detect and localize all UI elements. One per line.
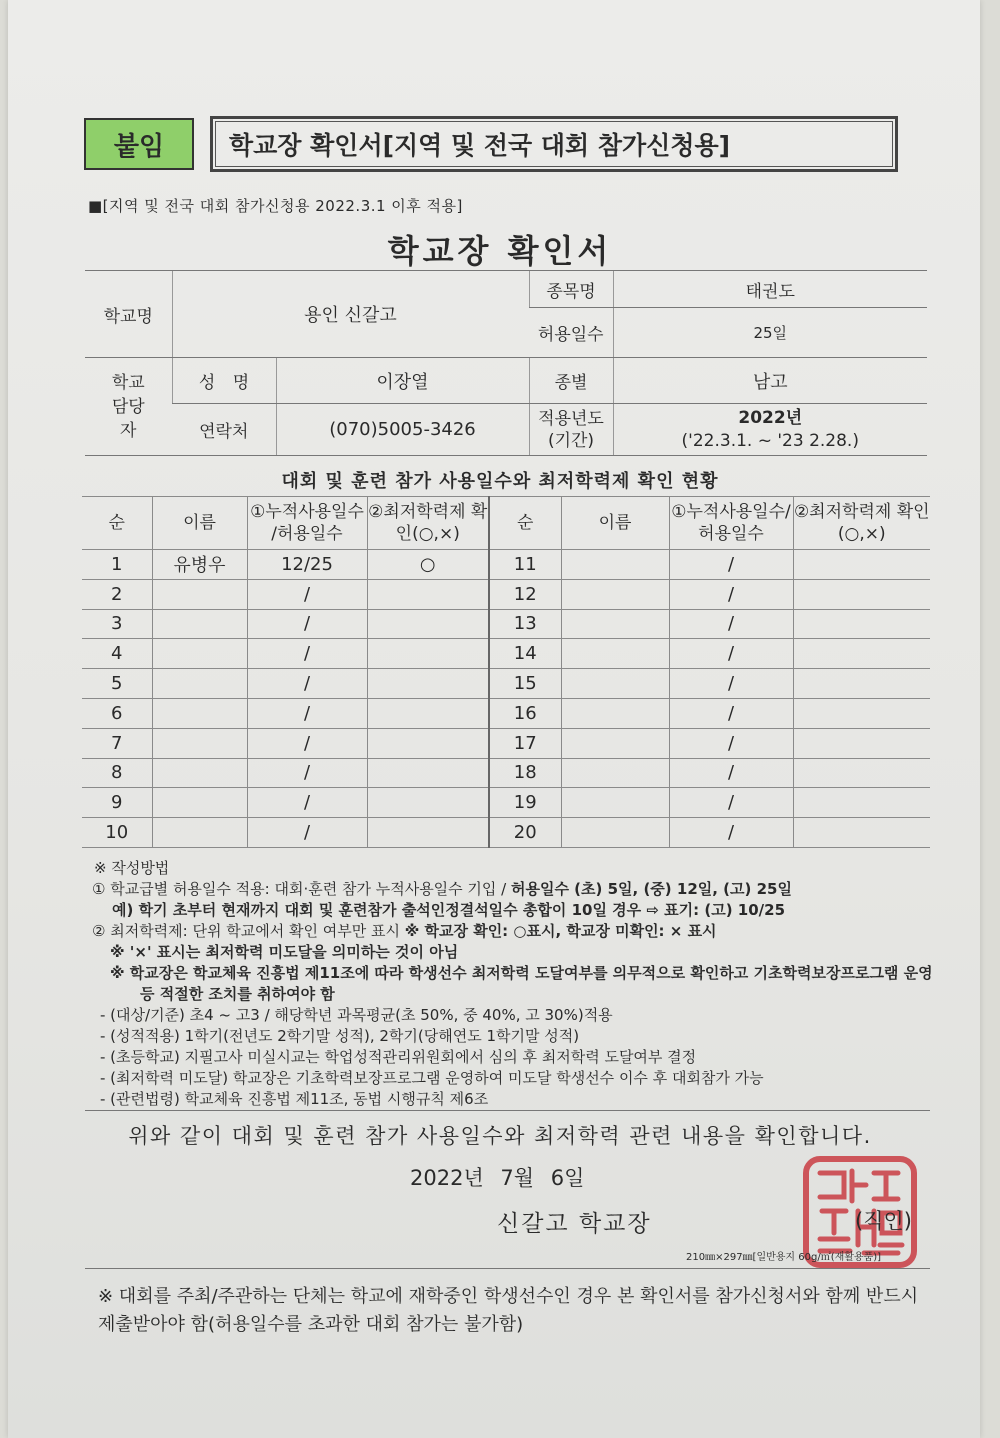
col-header: 이름	[152, 497, 247, 550]
table-row	[82, 758, 930, 788]
type-label: 종별	[529, 358, 613, 404]
name-value: 이장열	[276, 358, 529, 404]
col-header: ②최저학력제 확인(○,×)	[367, 497, 489, 550]
instruction-item-1	[92, 879, 952, 900]
paper-spec: 210㎜×297㎜[일반용지 60g/㎡(재활용품)]	[686, 1252, 882, 1263]
table-cell: /	[247, 698, 367, 728]
table-cell	[561, 609, 669, 639]
table-cell	[793, 550, 930, 580]
name-label: 성 명	[172, 358, 276, 404]
instruction-dash-5: - (관련법령) 학교체육 진흥법 제11조, 동법 시행규칙 제6조	[100, 1090, 489, 1108]
table-cell: /	[247, 579, 367, 609]
table-cell	[561, 698, 669, 728]
table-cell: 9	[82, 788, 152, 818]
table-cell	[793, 579, 930, 609]
year-value: 2022년	[738, 407, 803, 428]
school-info-table	[85, 270, 927, 456]
col-header: ②최저학력제 확인(○,×)	[793, 497, 930, 550]
table-cell: /	[669, 698, 793, 728]
divider	[85, 1110, 930, 1111]
seal-label: (직인)	[855, 1209, 912, 1233]
table-cell	[367, 728, 489, 758]
table-cell: /	[669, 669, 793, 699]
table-cell: 19	[489, 788, 561, 818]
table-cell	[561, 579, 669, 609]
school-label: 학교명	[85, 271, 172, 358]
table-cell: 8	[82, 758, 152, 788]
principal-signature: 신갈고 학교장	[497, 1211, 652, 1237]
footnote-text: ※ 대회를 주최/주관하는 단체는 학교에 재학중인 학생선수인 경우 본 확인서를 참가신청서와 함께 반드시 제출받아야 함(허용일수를 초과한 대회 참가는 불가함)	[98, 1286, 919, 1335]
table-cell	[152, 609, 247, 639]
table-cell	[561, 669, 669, 699]
table-cell: /	[669, 758, 793, 788]
table-row	[82, 788, 930, 818]
table-cell	[793, 818, 930, 848]
table-cell	[367, 698, 489, 728]
table-cell: /	[247, 818, 367, 848]
table-cell: /	[669, 728, 793, 758]
attachment-tag: 붙임	[84, 118, 194, 170]
instructions	[92, 858, 952, 1110]
table-cell: 3	[82, 609, 152, 639]
table-cell: /	[669, 609, 793, 639]
col-header: 순	[82, 497, 152, 550]
table-cell: 15	[489, 669, 561, 699]
instruction-text: 허용일수 (초) 5일, (중) 12일, (고) 25일	[511, 880, 792, 898]
table-cell: /	[247, 609, 367, 639]
event-value: 태권도	[613, 271, 927, 308]
issue-date: 2022년 7월 6일	[410, 1166, 585, 1190]
table-cell: /	[669, 579, 793, 609]
table-row	[82, 550, 930, 580]
table-cell: 17	[489, 728, 561, 758]
col-header: 이름	[561, 497, 669, 550]
table-cell	[152, 698, 247, 728]
table-cell	[367, 758, 489, 788]
table-cell: /	[247, 669, 367, 699]
table-row	[82, 818, 930, 848]
contact-label: 연락처	[172, 404, 276, 456]
table-cell	[367, 788, 489, 818]
divider	[85, 1268, 930, 1269]
type-value: 남고	[613, 358, 927, 404]
instruction-note-1: ※ '×' 표시는 최저학력 미도달을 의미하는 것이 아님	[110, 943, 459, 961]
table-cell	[152, 728, 247, 758]
instruction-text: 예) 학기 초부터 현재까지 대회 및 훈련참가 출석인정결석일수 총합이 10일 경우 ⇨	[112, 901, 665, 919]
table-row	[82, 698, 930, 728]
applicability-notice: ■[지역 및 전국 대회 참가신청용 2022.3.1 이후 적용]	[88, 197, 463, 215]
period-value: ('22.3.1. ~ '23 2.28.)	[681, 430, 859, 451]
section-title: 대회 및 훈련 참가 사용일수와 최저학력제 확인 현황	[281, 471, 719, 492]
table-cell: /	[669, 550, 793, 580]
instruction-text: ① 학교급별 허용일수 적용: 대회·훈련 참가 누적사용일수 기입 /	[92, 880, 511, 898]
table-row	[82, 609, 930, 639]
table-cell	[793, 609, 930, 639]
table-cell	[152, 788, 247, 818]
table-cell	[793, 758, 930, 788]
table-cell	[152, 579, 247, 609]
instruction-text: 표기: (고) 10/25	[664, 901, 786, 919]
table-cell	[561, 550, 669, 580]
table-cell	[152, 758, 247, 788]
table-cell: 5	[82, 669, 152, 699]
confirmation-statement: 위와 같이 대회 및 훈련 참가 사용일수와 최저학력 관련 내용을 확인합니다.	[128, 1124, 872, 1148]
instruction-note-2: ※ 학교장은 학교체육 진흥법 제11조에 따라 학생선수 최저학력 도달여부를 의무적으로 확인하고 기초학력보장프로그램 운영 등 적절한 조치를 취하여야 함	[110, 964, 933, 1003]
table-cell	[561, 758, 669, 788]
table-cell: 4	[82, 639, 152, 669]
table-cell: /	[247, 788, 367, 818]
table-cell	[561, 818, 669, 848]
table-cell: 12	[489, 579, 561, 609]
table-cell: 6	[82, 698, 152, 728]
year-cell	[613, 404, 927, 456]
instruction-dash-1: - (대상/기준) 초4 ~ 고3 / 해당학년 과목평균(초 50%, 중 40%, 고 30%)적용	[100, 1006, 613, 1024]
manager-label: 학교 담당자	[85, 358, 172, 456]
table-cell: /	[669, 818, 793, 848]
table-cell: 12/25	[247, 550, 367, 580]
instruction-dash-4: - (최저학력 미도달) 학교장은 기초학력보장프로그램 운영하여 미도달 학생선수 이수 후 대회참가 가능	[100, 1069, 764, 1087]
table-cell	[793, 669, 930, 699]
instructions-heading: ※ 작성방법	[94, 859, 170, 877]
instruction-item-2	[92, 921, 952, 942]
table-cell: 10	[82, 818, 152, 848]
table-cell: 13	[489, 609, 561, 639]
document-title: 학교장 확인서	[387, 232, 613, 270]
table-cell	[793, 728, 930, 758]
table-cell: /	[669, 788, 793, 818]
instruction-dash-2: - (성적적용) 1학기(전년도 2학기말 성적), 2학기(당해연도 1학기말 성적)	[100, 1027, 580, 1045]
table-cell: 11	[489, 550, 561, 580]
table-cell	[561, 728, 669, 758]
table-cell	[367, 609, 489, 639]
school-value: 용인 신갈고	[172, 271, 529, 358]
table-cell: 1	[82, 550, 152, 580]
contact-value: (070)5005-3426	[276, 404, 529, 456]
year-label: 적용년도 (기간)	[529, 404, 613, 456]
table-cell: 18	[489, 758, 561, 788]
table-cell: 16	[489, 698, 561, 728]
footnote	[98, 1283, 928, 1339]
col-header: ①누적사용일수 /허용일수	[247, 497, 367, 550]
table-cell: /	[247, 758, 367, 788]
table-row	[82, 669, 930, 699]
table-cell: 유병우	[152, 550, 247, 580]
allowed-days-value: 25일	[613, 308, 927, 358]
table-cell: /	[247, 639, 367, 669]
table-cell	[367, 579, 489, 609]
table-cell	[152, 639, 247, 669]
allowed-days-label: 허용일수	[529, 308, 613, 358]
table-cell	[367, 818, 489, 848]
table-cell	[367, 639, 489, 669]
table-cell	[561, 788, 669, 818]
table-cell: 20	[489, 818, 561, 848]
table-cell	[152, 818, 247, 848]
table-cell: /	[247, 728, 367, 758]
event-label: 종목명	[529, 271, 613, 308]
col-header: ①누적사용일수/ 허용일수	[669, 497, 793, 550]
document-banner: 학교장 확인서[지역 및 전국 대회 참가신청용]	[210, 116, 898, 172]
table-row	[82, 728, 930, 758]
table-cell	[793, 698, 930, 728]
table-cell: /	[669, 639, 793, 669]
instruction-text: ※ 학교장 확인: ○표시, 학교장 미확인: × 표시	[404, 922, 717, 940]
table-row	[82, 579, 930, 609]
table-cell: 7	[82, 728, 152, 758]
table-cell	[367, 669, 489, 699]
table-cell	[793, 639, 930, 669]
table-cell: 14	[489, 639, 561, 669]
table-cell: ○	[367, 550, 489, 580]
table-row	[82, 639, 930, 669]
instruction-dash-3: - (초등학교) 지필고사 미실시교는 학업성적관리위원회에서 심의 후 최저학력 도달여부 결정	[100, 1048, 697, 1066]
participation-table	[82, 496, 930, 848]
table-cell	[152, 669, 247, 699]
instruction-item-1-example	[92, 900, 952, 921]
table-cell	[793, 788, 930, 818]
table-header-row	[82, 497, 930, 550]
instruction-text: ② 최저학력제: 단위 학교에서 확인 여부만 표시	[92, 922, 405, 940]
table-cell	[561, 639, 669, 669]
col-header: 순	[489, 497, 561, 550]
table-cell: 2	[82, 579, 152, 609]
